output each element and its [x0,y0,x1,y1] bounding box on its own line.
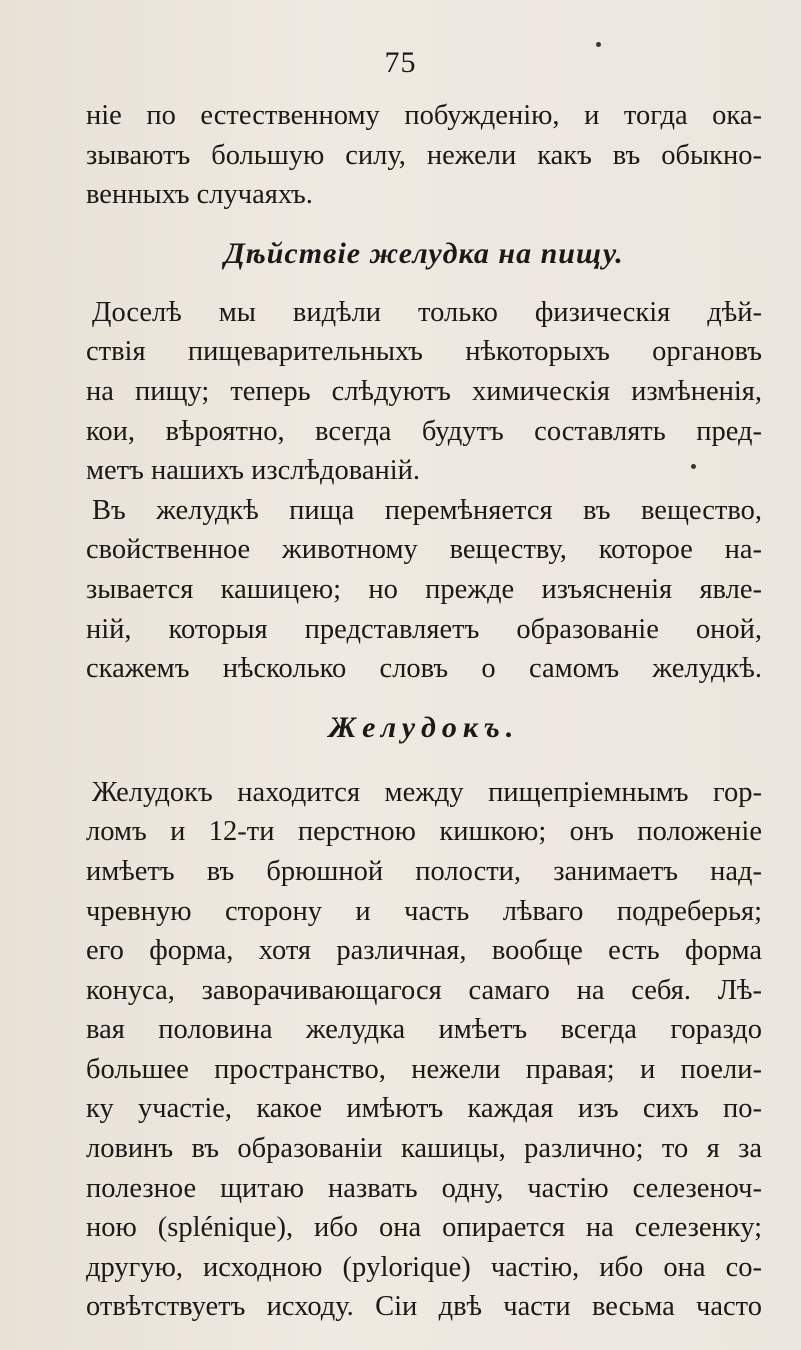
print-speck [596,42,601,47]
text-line: ною (splénique), ибо она опирается на селезенку; [86,1212,762,1244]
text-line: Желудокъ находится между пищепріемнымъ гор- [92,776,762,808]
text-line: большее пространство, нежели правая; и поели- [86,1053,762,1085]
text-line: метъ нашихъ изслѣдованій. [86,455,421,487]
page-text [86,96,762,1327]
section-heading-stomach: Желудокъ. [328,710,520,744]
text-line: полезное щитаю назвать одну, частію селезеноч- [86,1172,762,1204]
text-line: зывается кашицею; но прежде изъясненія явле- [86,573,762,605]
paragraph-1 [86,96,762,215]
paragraph-3 [86,491,762,689]
paragraph-2 [86,293,762,491]
print-speck [691,464,696,469]
text-line: скажемъ нѣсколько словъ о самомъ желудкѣ. [86,653,762,685]
text-line: ловинъ въ образованіи кашицы, различно; то я за [86,1133,762,1165]
text-line: ній, которыя представляетъ образованіе оной, [86,613,762,645]
text-line: свойственное животному веществу, которое на- [86,534,762,566]
text-line: чревную сторону и часть лѣваго подреберья; [86,895,762,927]
text-line: венныхъ случаяхъ. [86,179,313,211]
text-line: Доселѣ мы видѣли только физическія дѣй- [92,296,762,328]
paragraph-4 [86,773,762,1327]
text-line: Въ желудкѣ пища перемѣняется въ вещество, [92,494,762,526]
text-line: зываютъ большую силу, нежели какъ въ обыкно- [86,139,762,171]
text-line: на пищу; теперь слѣдуютъ химическія измѣненія, [86,375,762,407]
text-line: его форма, хотя различная, вообще есть форма [86,935,762,967]
text-line: отвѣтствуетъ исходу. Сіи двѣ части весьма часто [86,1291,762,1323]
text-line: ломъ и 12-ти перстною кишкою; онъ положеніе [86,816,762,848]
text-line: имѣетъ въ брюшной полости, занимаетъ над- [86,855,762,887]
text-line: ствія пищеварительныхъ нѣкоторыхъ органовъ [86,336,762,368]
text-line: конуса, заворачивающагося самаго на себя. Лѣ- [86,974,762,1006]
text-line: ку участіе, какое имѣютъ каждая изъ сихъ по- [86,1093,762,1125]
text-line: ніе по естественному побужденію, и тогда ока- [86,100,762,131]
page-number: 75 [384,46,417,79]
text-line: вая половина желудка имѣетъ всегда гораздо [86,1014,762,1046]
section-heading-stomach-action: Дѣйствіе желудка на пищу. [224,236,624,270]
text-line: другую, исходною (pylorique) частію, ибо она со- [86,1251,762,1283]
text-line: кои, вѣроятно, всегда будутъ составлять пред- [86,415,762,447]
